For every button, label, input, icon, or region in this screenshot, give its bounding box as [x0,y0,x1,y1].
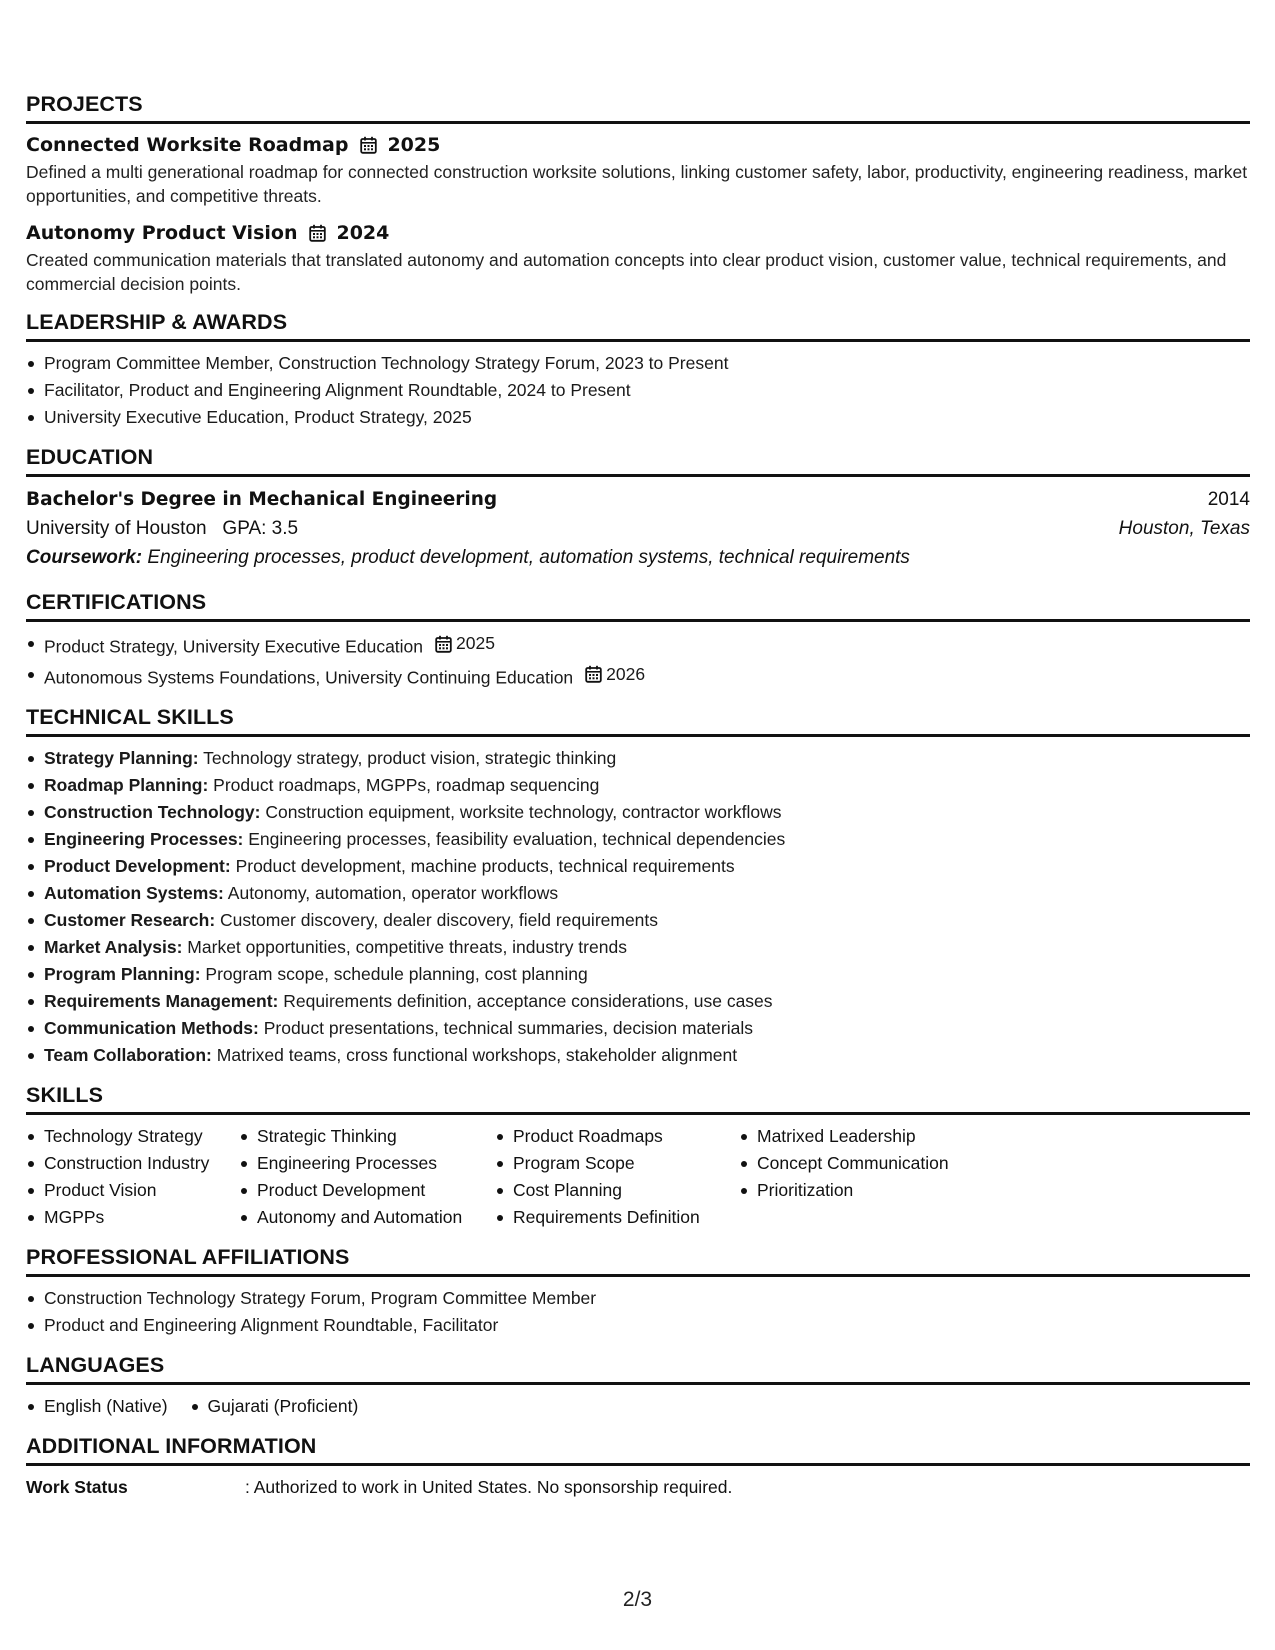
skill-label: Engineering Processes: [44,829,244,849]
project-item [26,132,1250,208]
section-title-technical-skills: TECHNICAL SKILLS [26,705,1250,737]
skill-value: Product roadmaps, MGPPs, roadmap sequencing [208,775,600,795]
coursework-label: Coursework: [26,547,143,568]
technical-skills-section [26,705,1250,1069]
coursework [26,543,1250,572]
work-status-value: : Authorized to work in United States. No sponsorship required. [245,1477,733,1497]
language-item: Gujarati (Proficient) [190,1393,359,1420]
skill-item: Strategic Thinking [239,1123,495,1150]
skill-value: Engineering processes, feasibility evaluation, technical dependencies [243,829,786,849]
section-title-languages: LANGUAGES [26,1353,1250,1385]
skill-label: Strategy Planning: [44,748,199,768]
resume-page [26,92,1250,1514]
skill-value: Customer discovery, dealer discovery, field requirements [215,910,659,930]
skill-item: Autonomy and Automation [239,1204,495,1231]
skill-label: Market Analysis: [44,937,183,957]
technical-skill-item [26,880,1250,907]
certification-name: Autonomous Systems Foundations, University Continuing Education [44,667,574,687]
projects-section [26,92,1250,296]
technical-skill-item [26,853,1250,880]
skill-item: Product Development [239,1177,495,1204]
skills-column [26,1123,239,1231]
education-section [26,445,1250,572]
school-line: University of Houston GPA: 3.5 [26,518,299,539]
section-title-certifications: CERTIFICATIONS [26,590,1250,622]
technical-skill-item [26,988,1250,1015]
skill-label: Construction Technology: [44,802,261,822]
project-description: Created communication materials that translated autonomy and automation concepts into clear product vision, customer value, technical requirements, and commercial decision points. [26,250,1227,294]
calendar-icon [309,224,326,242]
affiliations-section [26,1245,1250,1339]
skill-item: Program Scope [495,1150,739,1177]
section-title-leadership: LEADERSHIP & AWARDS [26,310,1250,342]
technical-skill-item [26,772,1250,799]
section-title-affiliations: PROFESSIONAL AFFILIATIONS [26,1245,1250,1277]
skills-section [26,1083,1250,1231]
additional-info-section [26,1434,1250,1500]
section-title-additional-info: ADDITIONAL INFORMATION [26,1434,1250,1466]
skill-item: MGPPs [26,1204,239,1231]
technical-skill-item [26,934,1250,961]
skill-label: Team Collaboration: [44,1045,212,1065]
technical-skill-item [26,1015,1250,1042]
skill-item: Prioritization [739,1177,999,1204]
certification-item [26,661,1250,692]
graduation-year: 2014 [1207,489,1250,510]
certification-year: 2026 [606,663,646,684]
skill-value: Market opportunities, competitive threats, industry trends [182,937,627,957]
skill-label: Product Development: [44,856,231,876]
skills-column [495,1123,739,1231]
technical-skill-item [26,907,1250,934]
skills-column [739,1123,999,1231]
languages-section [26,1353,1250,1420]
calendar-icon [585,665,602,683]
skill-item: Engineering Processes [239,1150,495,1177]
skills-column [239,1123,495,1231]
list-item: Program Committee Member, Construction Technology Strategy Forum, 2023 to Present [26,350,1250,377]
project-item [26,220,1250,296]
project-name: Connected Worksite Roadmap [26,134,349,156]
coursework-text: Engineering processes, product development, automation systems, technical requirements [142,547,910,568]
skill-label: Requirements Management: [44,991,279,1011]
certification-name: Product Strategy, University Executive Education [44,636,424,657]
list-item: Product and Engineering Alignment Roundtable, Facilitator [26,1312,1250,1339]
skill-value: Autonomy, automation, operator workflows [223,883,559,903]
project-name: Autonomy Product Vision [26,222,298,244]
skill-label: Communication Methods: [44,1018,259,1038]
skill-value: Program scope, schedule planning, cost planning [200,964,588,984]
certifications-section [26,590,1250,691]
calendar-icon [360,136,377,154]
skill-value: Technology strategy, product vision, strategic thinking [198,748,617,768]
skill-value: Requirements definition, acceptance considerations, use cases [278,991,773,1011]
skill-item: Concept Communication [739,1150,999,1177]
skill-label: Automation Systems: [44,883,224,903]
skill-value: Matrixed teams, cross functional workshops, stakeholder alignment [211,1045,738,1065]
skill-item: Cost Planning [495,1177,739,1204]
page-number: 2/3 [622,1588,653,1611]
skill-item: Requirements Definition [495,1204,739,1231]
skill-item: Product Roadmaps [495,1123,739,1150]
skill-item: Construction Industry [26,1150,239,1177]
list-item: Facilitator, Product and Engineering Alignment Roundtable, 2024 to Present [26,377,1250,404]
certification-item [26,630,1250,661]
technical-skill-item [26,745,1250,772]
project-year: 2025 [387,134,441,156]
skill-value: Product presentations, technical summaries, decision materials [258,1018,753,1038]
degree: Bachelor's Degree in Mechanical Engineering [26,489,498,510]
technical-skill-item [26,799,1250,826]
project-year: 2024 [336,222,390,244]
language-item: English (Native) [26,1393,168,1420]
section-title-education: EDUCATION [26,445,1250,477]
skill-label: Customer Research: [44,910,216,930]
work-status-label: Work Status [26,1477,128,1497]
skill-item: Technology Strategy [26,1123,239,1150]
certification-year: 2025 [456,633,495,653]
project-description: Defined a multi generational roadmap for connected construction worksite solutions, linking customer safety, labor, productivity, engineering readiness, market opportunities, and competitive threats. [26,162,1248,206]
technical-skill-item [26,961,1250,988]
list-item: Construction Technology Strategy Forum, Program Committee Member [26,1285,1250,1312]
skill-item: Product Vision [26,1177,239,1204]
skill-label: Roadmap Planning: [44,775,209,795]
leadership-section [26,310,1250,431]
calendar-icon [435,635,452,653]
skill-item: Matrixed Leadership [739,1123,999,1150]
technical-skill-item [26,1042,1250,1069]
section-title-skills: SKILLS [26,1083,1250,1115]
skill-value: Construction equipment, worksite technology, contractor workflows [260,802,782,822]
skill-label: Program Planning: [44,964,201,984]
skill-value: Product development, machine products, technical requirements [230,856,735,876]
section-title-projects: PROJECTS [26,92,1250,124]
technical-skill-item [26,826,1250,853]
list-item: University Executive Education, Product Strategy, 2025 [26,404,1250,431]
school-location: Houston, Texas [1118,518,1250,539]
